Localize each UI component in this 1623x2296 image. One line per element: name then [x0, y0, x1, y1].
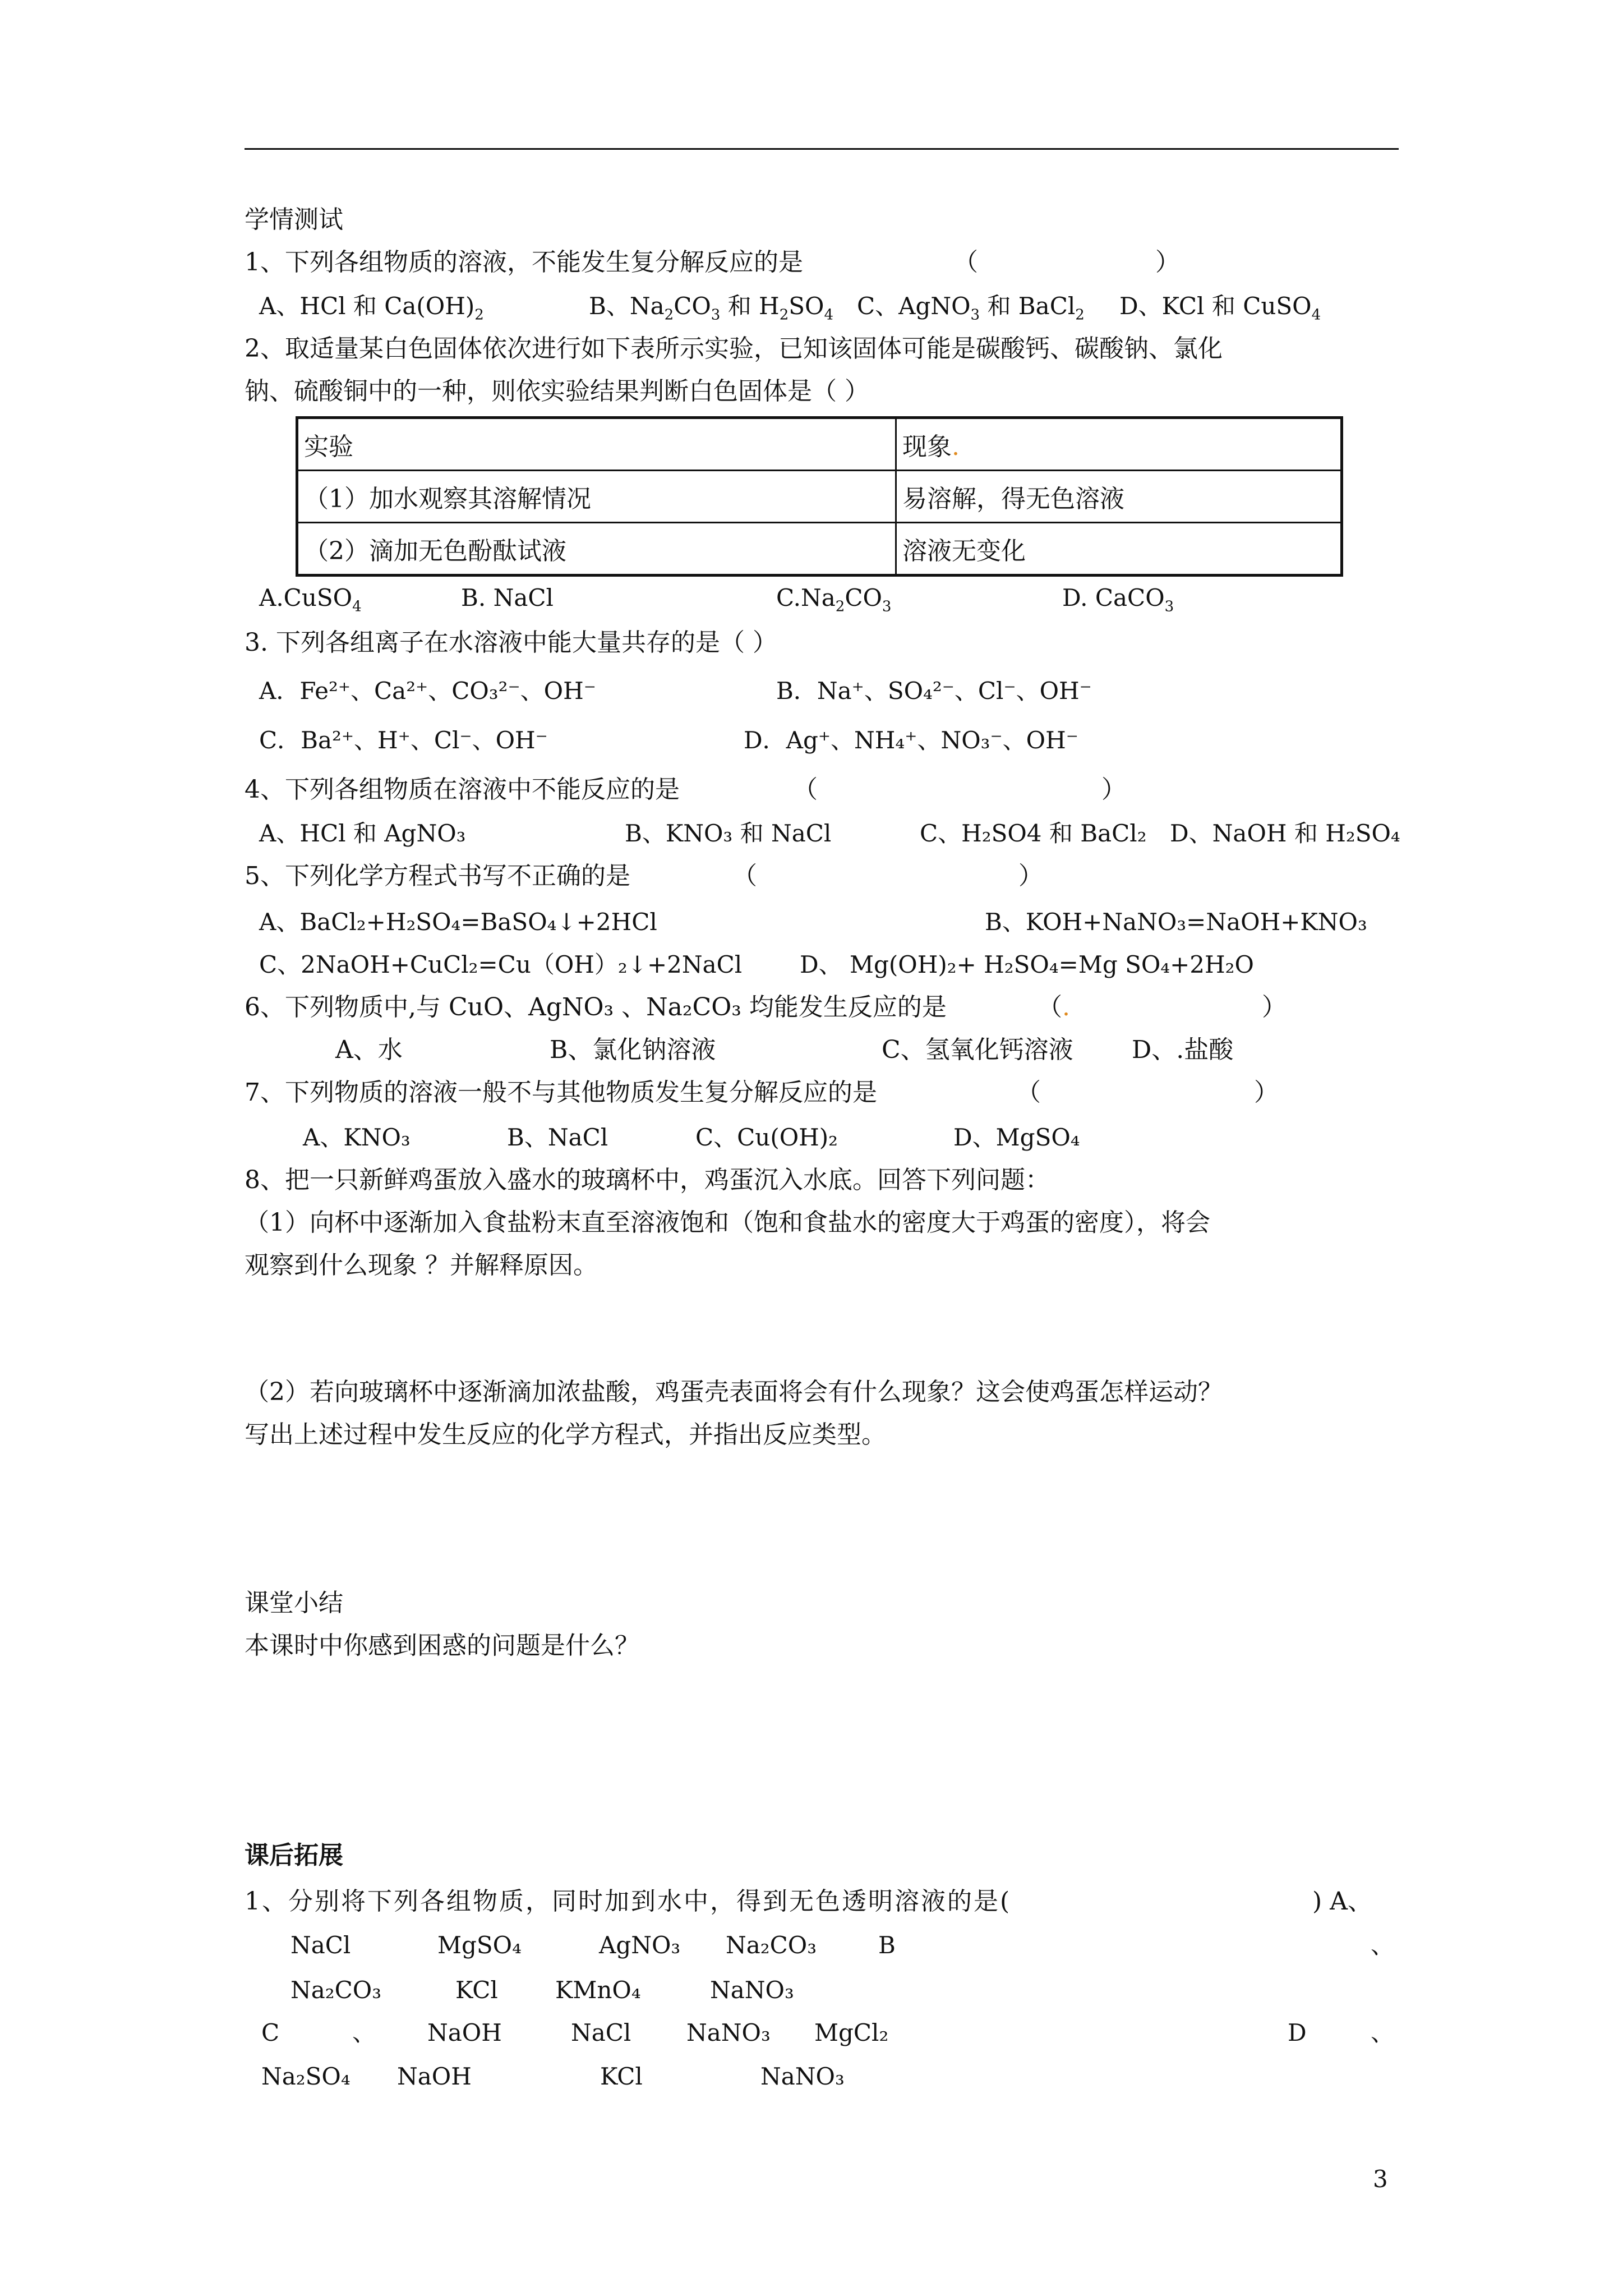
question-1-paren-close: ）	[1155, 248, 1180, 277]
extension-1-c-item: NaNO₃	[686, 2019, 771, 2046]
table-row	[297, 471, 1342, 523]
summary-question: 本课时中你感到困惑的问题是什么？	[245, 1631, 639, 1660]
question-6-option-d: D、.盐酸	[1132, 1036, 1234, 1064]
question-6-stem: 6、下列物质中,与 CuO、AgNO₃ 、Na₂CO₃ 均能发生反应的是	[245, 993, 947, 1022]
extension-1-d-comma: 、	[1371, 2019, 1395, 2046]
question-6-option-a: A、水	[335, 1036, 403, 1064]
question-8-part-2-line-2: 写出上述过程中发生反应的化学方程式，并指出反应类型。	[245, 1420, 886, 1449]
extension-1-c-label: C	[261, 2019, 280, 2046]
extension-1-b-item: NaNO₃	[710, 1976, 794, 2004]
table-cell: 溶液无变化	[896, 523, 1342, 576]
extension-1-d-item: NaOH	[397, 2063, 472, 2090]
extension-1-b-item: KCl	[455, 1976, 498, 2004]
question-6-option-c: C、氢氧化钙溶液	[882, 1036, 1073, 1064]
question-4-option-d: D、NaOH 和 H₂SO₄	[1170, 820, 1400, 847]
question-7-stem: 7、下列物质的溶液一般不与其他物质发生复分解反应的是	[245, 1078, 877, 1107]
question-2-line-1: 2、取适量某白色固体依次进行如下表所示实验，已知该固体可能是碳酸钙、碳酸钠、氯化	[245, 334, 1223, 363]
extension-1-b-item: Na₂CO₃	[291, 1976, 382, 2004]
section-title-assessment: 学情测试	[245, 205, 343, 234]
extension-1-c-item: MgCl₂	[814, 2019, 889, 2046]
header-rule	[245, 148, 1399, 150]
question-7-paren-close: ）	[1254, 1078, 1279, 1107]
extension-1-b-item: KMnO₄	[555, 1976, 641, 2004]
table-cell: （2）滴加无色酚酞试液	[297, 523, 896, 576]
table-row	[297, 523, 1342, 576]
question-5-paren-close: ）	[1018, 862, 1043, 890]
question-8-stem: 8、把一只新鲜鸡蛋放入盛水的玻璃杯中，鸡蛋沉入水底。回答下列问题：	[245, 1166, 1050, 1194]
question-4-option-b: B、KNO₃ 和 NaCl	[625, 820, 832, 847]
extension-1-c-comma: 、	[352, 2019, 376, 2046]
table-header-phenomenon: 现象.	[896, 418, 1342, 471]
question-8-part-1-line-2: 观察到什么现象 ？并解释原因。	[245, 1251, 598, 1280]
extension-1-a-item: MgSO₄	[437, 1931, 522, 1959]
section-title-extension: 课后拓展	[245, 1841, 343, 1870]
table-header-experiment: 实验	[297, 418, 896, 471]
extension-1-b-comma: 、	[1371, 1931, 1395, 1959]
question-4-paren-close: ）	[1101, 775, 1126, 804]
question-3-option-b: B．Na⁺、SO₄²⁻、Cl⁻、OH⁻	[776, 677, 1092, 705]
extension-1-paren-close: ) A、	[1312, 1887, 1372, 1916]
question-2-option-d: D. CaCO$_3$	[1062, 584, 1174, 615]
question-5-paren-open: （	[732, 862, 757, 890]
question-8-part-1-line-1: （1）向杯中逐渐加入食盐粉末直至溶液饱和（饱和食盐水的密度大于鸡蛋的密度），将会	[245, 1208, 1210, 1237]
extension-1-c-item: NaOH	[427, 2019, 502, 2046]
extension-1-a-item: AgNO₃	[599, 1931, 681, 1959]
question-2-option-c: $C.Na_2CO_3$	[776, 584, 892, 615]
question-4-option-c: C、H₂SO4 和 BaCl₂	[920, 820, 1147, 847]
question-3-stem: 3. 下列各组离子在水溶液中能大量共存的是（ ）	[245, 628, 777, 657]
page-number: 3	[1373, 2165, 1388, 2193]
question-1-option-b: B、$Na_2CO_3$ 和 $H_2SO_4$	[589, 292, 834, 324]
question-1-paren-open: （	[953, 248, 978, 277]
question-5-option-b: B、KOH+NaNO₃=NaOH+KNO₃	[985, 908, 1367, 936]
question-5-stem: 5、下列化学方程式书写不正确的是	[245, 862, 630, 890]
question-2-option-a: A.CuSO$_4$	[259, 584, 362, 615]
question-7-option-b: B、NaCl	[507, 1124, 608, 1151]
question-6-paren-close: ）	[1262, 993, 1287, 1022]
question-1-option-d: D、KCl 和 CuSO$_4$	[1119, 292, 1321, 324]
question-4-option-a: A、HCl 和 AgNO₃	[259, 820, 466, 847]
table-row	[297, 418, 1342, 471]
question-1-stem: 1、下列各组物质的溶液，不能发生复分解反应的是	[245, 248, 803, 277]
question-5-option-c: C、2NaOH+CuCl₂=Cu（OH）₂↓+2NaCl	[259, 951, 743, 978]
question-7-option-d: D、MgSO₄	[953, 1124, 1080, 1151]
question-7-paren-open: （	[1016, 1078, 1041, 1107]
extension-1-d-item: KCl	[600, 2063, 643, 2090]
question-3-option-c: C．Ba²⁺、H⁺、Cl⁻、OH⁻	[259, 726, 548, 754]
question-5-option-d: D、 Mg(OH)₂+ H₂SO₄=Mg SO₄+2H₂O	[800, 951, 1254, 978]
question-8-part-2-line-1: （2）若向玻璃杯中逐渐滴加浓盐酸，鸡蛋壳表面将会有什么现象？这会使鸡蛋怎样运动？	[245, 1378, 1223, 1406]
question-7-option-c: C、Cu(OH)₂	[695, 1124, 838, 1151]
extension-1-d-item: Na₂SO₄	[261, 2063, 351, 2090]
section-title-summary: 课堂小结	[245, 1589, 343, 1617]
table-cell: 易溶解，得无色溶液	[896, 471, 1342, 523]
extension-1-a-item: Na₂CO₃	[726, 1931, 817, 1959]
question-3-option-d: D．Ag⁺、NH₄⁺、NO₃⁻、OH⁻	[744, 726, 1078, 754]
question-2-line-2: 钠、硫酸铜中的一种，则依实验结果判断白色固体是（ ）	[245, 377, 869, 406]
extension-1-d-item: NaNO₃	[760, 2063, 845, 2090]
question-6-paren-open: （.	[1038, 993, 1070, 1022]
question-2-option-b: B. NaCl	[461, 584, 554, 611]
experiment-table	[296, 416, 1343, 577]
question-7-option-a: A、KNO₃	[303, 1124, 411, 1151]
question-1-option-c: C、AgNO$_3$ 和 BaCl$_2$	[857, 292, 1085, 324]
question-6-option-b: B、氯化钠溶液	[550, 1036, 716, 1064]
extension-1-d-label: D	[1288, 2019, 1307, 2046]
question-4-stem: 4、下列各组物质在溶液中不能反应的是	[245, 775, 680, 804]
extension-1-c-item: NaCl	[571, 2019, 631, 2046]
question-5-option-a: A、BaCl₂+H₂SO₄=BaSO₄↓+2HCl	[259, 908, 657, 936]
question-4-paren-open: （	[793, 775, 818, 804]
extension-1-stem: 1、分别将下列各组物质，同时加到水中，得到无色透明溶液的是(	[245, 1887, 1012, 1916]
table-cell: （1）加水观察其溶解情况	[297, 471, 896, 523]
extension-1-b-label: B	[878, 1931, 896, 1959]
question-1-option-a: A、HCl 和 $Ca(OH)_2$	[259, 292, 484, 324]
question-3-option-a: A．Fe²⁺、Ca²⁺、CO₃²⁻、OH⁻	[259, 677, 596, 705]
extension-1-a-item: NaCl	[291, 1931, 351, 1959]
